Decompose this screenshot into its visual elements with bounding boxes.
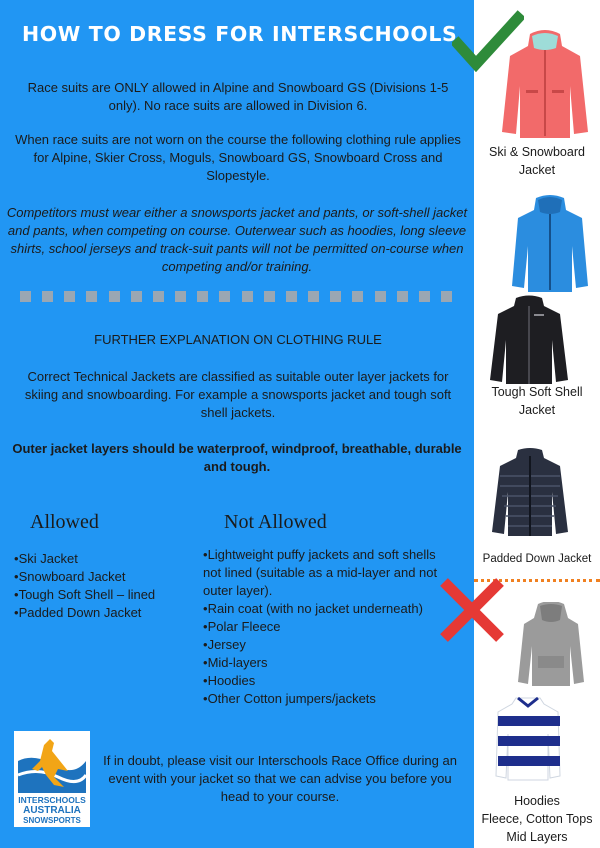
bottom-label-midlayers: Mid Layers — [506, 830, 568, 844]
ski-jacket-image — [500, 28, 590, 140]
list-item: • Tough Soft Shell – lined — [14, 586, 199, 604]
soft-shell-label: Tough Soft Shell Jacket — [491, 385, 583, 417]
race-suit-paragraph: Race suits are ONLY allowed in Alpine and Snowboard GS (Divisions 1-5 only). No race suits are allowed in Division 6. — [27, 80, 449, 113]
list-item: • Mid-layers — [203, 654, 453, 672]
blue-jacket-image — [510, 194, 590, 294]
hoodie-image — [516, 602, 586, 688]
padded-jacket-image — [490, 446, 570, 538]
logo-line3: SNOWSPORTS — [23, 816, 81, 825]
list-item: • Jersey — [203, 636, 453, 654]
not-allowed-list — [203, 546, 453, 708]
list-item: • Ski Jacket — [14, 550, 199, 568]
padded-jacket-label: Padded Down Jacket — [482, 553, 592, 565]
ski-jacket-label: Ski & Snowboard Jacket — [489, 145, 585, 177]
list-item: • Hoodies — [203, 672, 453, 690]
not-allowed-heading: Not Allowed — [224, 511, 327, 533]
soft-shell-jacket-image — [488, 294, 570, 386]
list-item: • Snowboard Jacket — [14, 568, 199, 586]
logo-line2: AUSTRALIA — [23, 805, 81, 816]
footer-paragraph: If in doubt, please visit our Interschools Race Office during an event with your jacket so that we can advise you before you head to your course. — [103, 753, 457, 804]
page-title: HOW TO DRESS FOR INTERSCHOOLS — [22, 22, 458, 46]
list-item: • Polar Fleece — [203, 618, 453, 636]
list-item: • Lightweight puffy jackets and soft shells not lined (suitable as a mid-layer and not outer layer). — [203, 546, 453, 600]
kangaroo-logo — [14, 731, 90, 827]
list-item: • Other Cotton jumpers/jackets — [203, 690, 453, 708]
outer-layer-paragraph: Outer jacket layers should be waterproof, windproof, breathable, durable and tough. — [12, 441, 462, 474]
allowed-list — [14, 550, 199, 622]
cross-icon — [432, 576, 512, 644]
jersey-image — [494, 694, 562, 782]
list-item: • Rain coat (with no jacket underneath) — [203, 600, 453, 618]
technical-jackets-paragraph: Correct Technical Jackets are classified as suitable outer layer jackets for skiing and snowboarding. For example a snowsports jacket and tough soft shell jackets. — [24, 369, 452, 420]
bottom-label-fleece: Fleece, Cotton Tops — [481, 812, 593, 826]
allowed-heading: Allowed — [30, 511, 99, 533]
dashed-separator — [20, 291, 452, 303]
further-explanation-heading: FURTHER EXPLANATION ON CLOTHING RULE — [94, 332, 382, 347]
list-item: • Padded Down Jacket — [14, 604, 199, 622]
interschools-logo — [14, 731, 90, 827]
competitor-rule-paragraph: Competitors must wear either a snowsports jacket and pants, or soft-shell jacket and pants, when competing on course. Outerwear such as hoodies, long sleeve shirts, school jerseys and track-suit pants will not be permitted on-course when competing and/or training. — [6, 205, 468, 274]
logo-line1: INTERSCHOOLS — [18, 795, 86, 805]
clothing-rule-paragraph: When race suits are not worn on the course the following clothing rule applies for Alpine, Skier Cross, Moguls, Snowboard GS, Snowboard Cross and Slopestyle. — [15, 132, 461, 183]
bottom-label-hoodies: Hoodies — [514, 794, 560, 808]
